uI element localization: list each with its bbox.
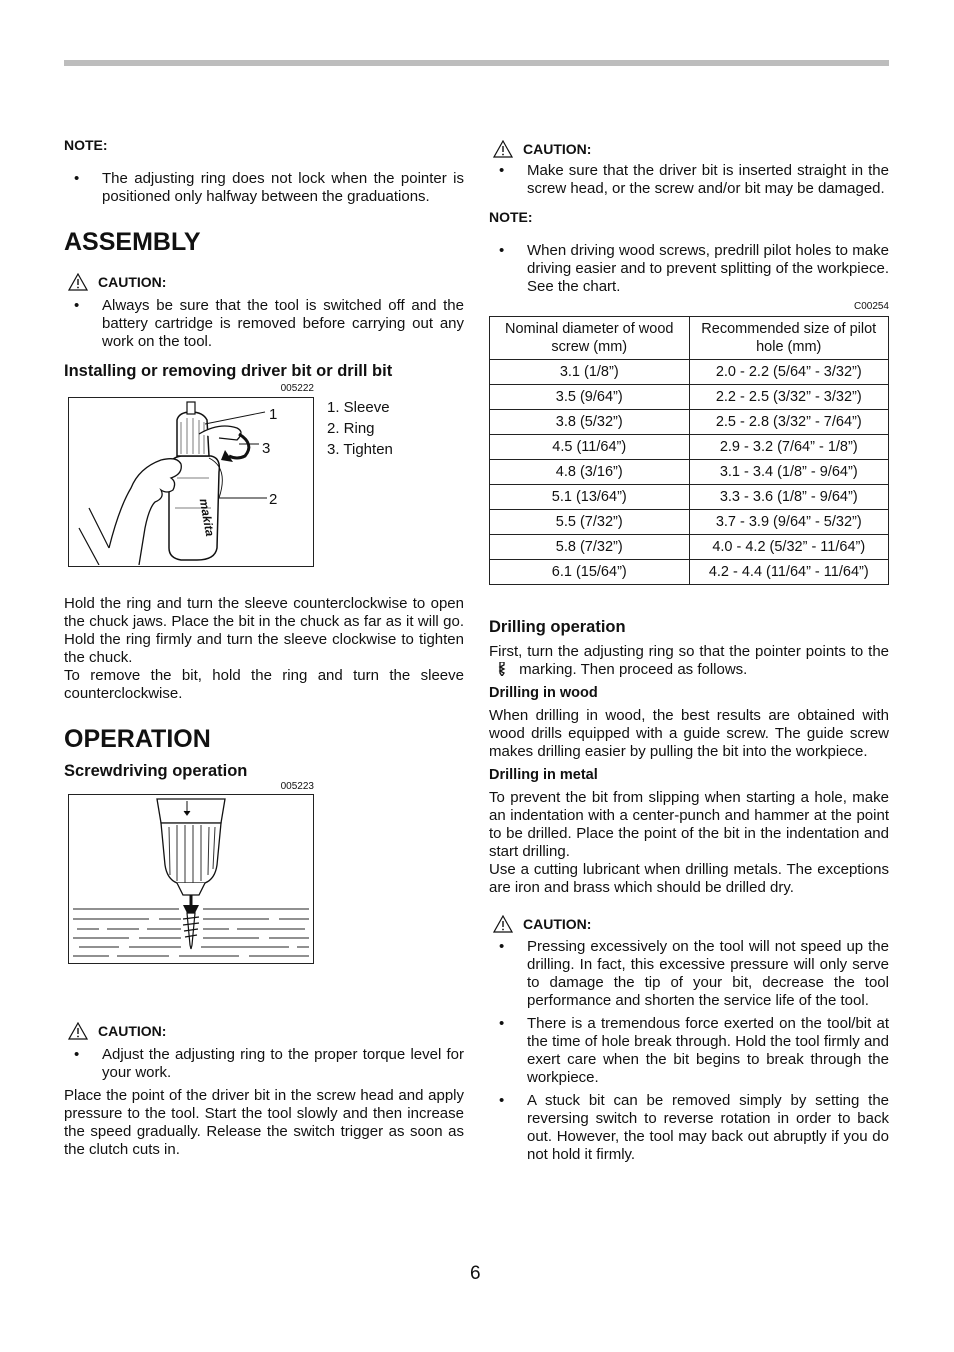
figure-legend (327, 399, 393, 462)
assembly-title: ASSEMBLY (64, 228, 201, 256)
drilling-wood-paragraph: When drilling in wood, the best results are obtained with wood drills equipped with a guide screw. The guide screw makes drilling easier by pulling the bit into the workpiece. (489, 707, 889, 760)
drilling-metal-paragraph-2: Use a cutting lubricant when drilling metals. The exceptions are iron and brass which should be drilled dry. (489, 861, 889, 896)
list-item: • Make sure that the driver bit is inserted straight in the screw head, or the screw and/or bit may be damaged. (489, 162, 889, 198)
table-cell: 2.0 - 2.2 (5/64” - 3/32”) (689, 360, 889, 385)
note-label: NOTE: (64, 137, 108, 153)
figure-code: 005222 (280, 383, 314, 394)
table-row (490, 485, 889, 510)
pilot-hole-table (489, 316, 889, 585)
table-cell: 5.8 (7/32”) (490, 535, 690, 560)
install-heading: Installing or removing driver bit or drill bit (64, 362, 393, 380)
table-cell: 6.1 (15/64”) (490, 560, 690, 585)
table-cell: 5.1 (13/64”) (490, 485, 690, 510)
install-paragraph-2: To remove the bit, hold the ring and turn the sleeve counterclockwise. (64, 667, 464, 702)
table-cell: 2.2 - 2.5 (3/32” - 3/32”) (689, 385, 889, 410)
figure-2 (68, 794, 314, 964)
table-row (490, 460, 889, 485)
table-cell: 3.5 (9/64”) (490, 385, 690, 410)
column-header: Nominal diameter of wood screw (mm) (490, 317, 690, 360)
table-cell: 3.1 (1/8”) (490, 360, 690, 385)
caution-list (489, 938, 889, 1164)
warning-triangle-icon (493, 915, 513, 933)
callout-1: 1 (269, 406, 278, 423)
list-item: • When driving wood screws, predrill pilot holes to make driving easier and to prevent splitting of the workpiece. See the chart. (489, 242, 889, 296)
caution-list (489, 162, 889, 198)
caution-heading (493, 140, 889, 158)
caution-heading (68, 273, 464, 291)
list-item: • Adjust the adjusting ring to the proper torque level for your work. (64, 1046, 464, 1082)
drilling-metal-paragraph: To prevent the bit from slipping when starting a hole, make an indentation with a center-punch and hammer at the point to be drilled. Place the point of the bit in the indentation and start drilling. (489, 789, 889, 860)
caution-heading (68, 1022, 464, 1040)
caution-label: CAUTION: (523, 916, 592, 932)
figure-code: 005223 (280, 781, 314, 792)
table-cell: 5.5 (7/32”) (490, 510, 690, 535)
right-column (489, 136, 889, 1169)
table-row (490, 510, 889, 535)
caution-label: CAUTION: (98, 1023, 167, 1039)
drilling-intro-text: First, turn the adjusting ring so that the pointer points to the (489, 643, 889, 660)
note-list (64, 170, 464, 206)
list-item: • The adjusting ring does not lock when the pointer is positioned only halfway between the graduations. (64, 170, 464, 206)
table-row (490, 560, 889, 585)
callout-3: 3 (262, 440, 271, 457)
table-cell: 4.2 - 4.4 (11/64” - 11/64”) (689, 560, 889, 585)
list-item: • Pressing excessively on the tool will not speed up the drilling. In fact, this excessive pressure will only serve to damage the tip of your bit, decrease the tool performance and shorten the service life of the tool. (489, 938, 889, 1010)
caution-label: CAUTION: (98, 274, 167, 290)
caution-list (64, 297, 464, 351)
legend-item: 2. Ring (327, 420, 375, 437)
table-code: C00254 (853, 301, 889, 312)
caution-label: CAUTION: (523, 141, 592, 157)
list-item: • There is a tremendous force exerted on the tool/bit at the time of hole break through. Hold the tool firmly and exert care when the bit begins to break through the workpiece. (489, 1015, 889, 1087)
drilling-wood-heading: Drilling in wood (489, 685, 598, 701)
legend-item: 1. Sleeve (327, 399, 390, 416)
page-number: 6 (470, 1263, 481, 1284)
note-label: NOTE: (489, 209, 533, 225)
operation-title: OPERATION (64, 725, 211, 753)
screwdriving-heading: Screwdriving operation (64, 762, 248, 780)
table-header-row (490, 317, 889, 360)
screwdriving-illustration (69, 795, 312, 962)
list-item: • Always be sure that the tool is switched off and the battery cartridge is removed before carrying out any work on the tool. (64, 297, 464, 351)
table-cell: 3.8 (5/32”) (490, 410, 690, 435)
table-cell: 4.8 (3/16”) (490, 460, 690, 485)
left-column (64, 136, 464, 1159)
table-cell: 4.5 (11/64”) (490, 435, 690, 460)
table-row (490, 410, 889, 435)
callout-2: 2 (269, 491, 278, 508)
column-header: Recommended size of pilot hole (mm) (689, 317, 889, 360)
drill-bit-icon (497, 662, 507, 676)
table-cell: 4.0 - 4.2 (5/32” - 11/64”) (689, 535, 889, 560)
drilling-intro-text-2: marking. Then proceed as follows. (519, 661, 748, 678)
warning-triangle-icon (68, 273, 88, 291)
table-cell: 3.1 - 3.4 (1/8” - 9/64”) (689, 460, 889, 485)
figure-1 (64, 397, 464, 569)
table-row (490, 535, 889, 560)
drilling-heading: Drilling operation (489, 618, 626, 636)
table-cell: 2.5 - 2.8 (3/32” - 7/64”) (689, 410, 889, 435)
install-paragraph: Hold the ring and turn the sleeve counterclockwise to open the chuck jaws. Place the bit in the chuck as far as it will go. Hold the ring firmly and turn the sleeve clockwise to tighten the chuck. (64, 595, 464, 666)
svg-text:makita: makita (196, 497, 218, 538)
header-rule (64, 60, 889, 66)
warning-triangle-icon (493, 140, 513, 158)
list-item: • A stuck bit can be removed simply by setting the reversing switch to reverse rotation in order to back out. However, the tool may back out abruptly if you do not hold it firmly. (489, 1092, 889, 1164)
caution-list (64, 1046, 464, 1082)
drilling-metal-heading: Drilling in metal (489, 767, 598, 783)
warning-triangle-icon (68, 1022, 88, 1040)
table-cell: 2.9 - 3.2 (7/64” - 1/8”) (689, 435, 889, 460)
legend-item: 3. Tighten (327, 441, 393, 458)
table-cell: 3.7 - 3.9 (9/64” - 5/32”) (689, 510, 889, 535)
table-cell: 3.3 - 3.6 (1/8” - 9/64”) (689, 485, 889, 510)
caution-heading (493, 915, 889, 933)
table-row (490, 435, 889, 460)
screwdriving-paragraph: Place the point of the driver bit in the screw head and apply pressure to the tool. Start the tool slowly and then increase the speed gradually. Release the switch trigger as soon as the clutch cuts in. (64, 1087, 464, 1158)
note-list (489, 242, 889, 296)
drilling-intro (489, 643, 889, 679)
table-row (490, 385, 889, 410)
table-row (490, 360, 889, 385)
